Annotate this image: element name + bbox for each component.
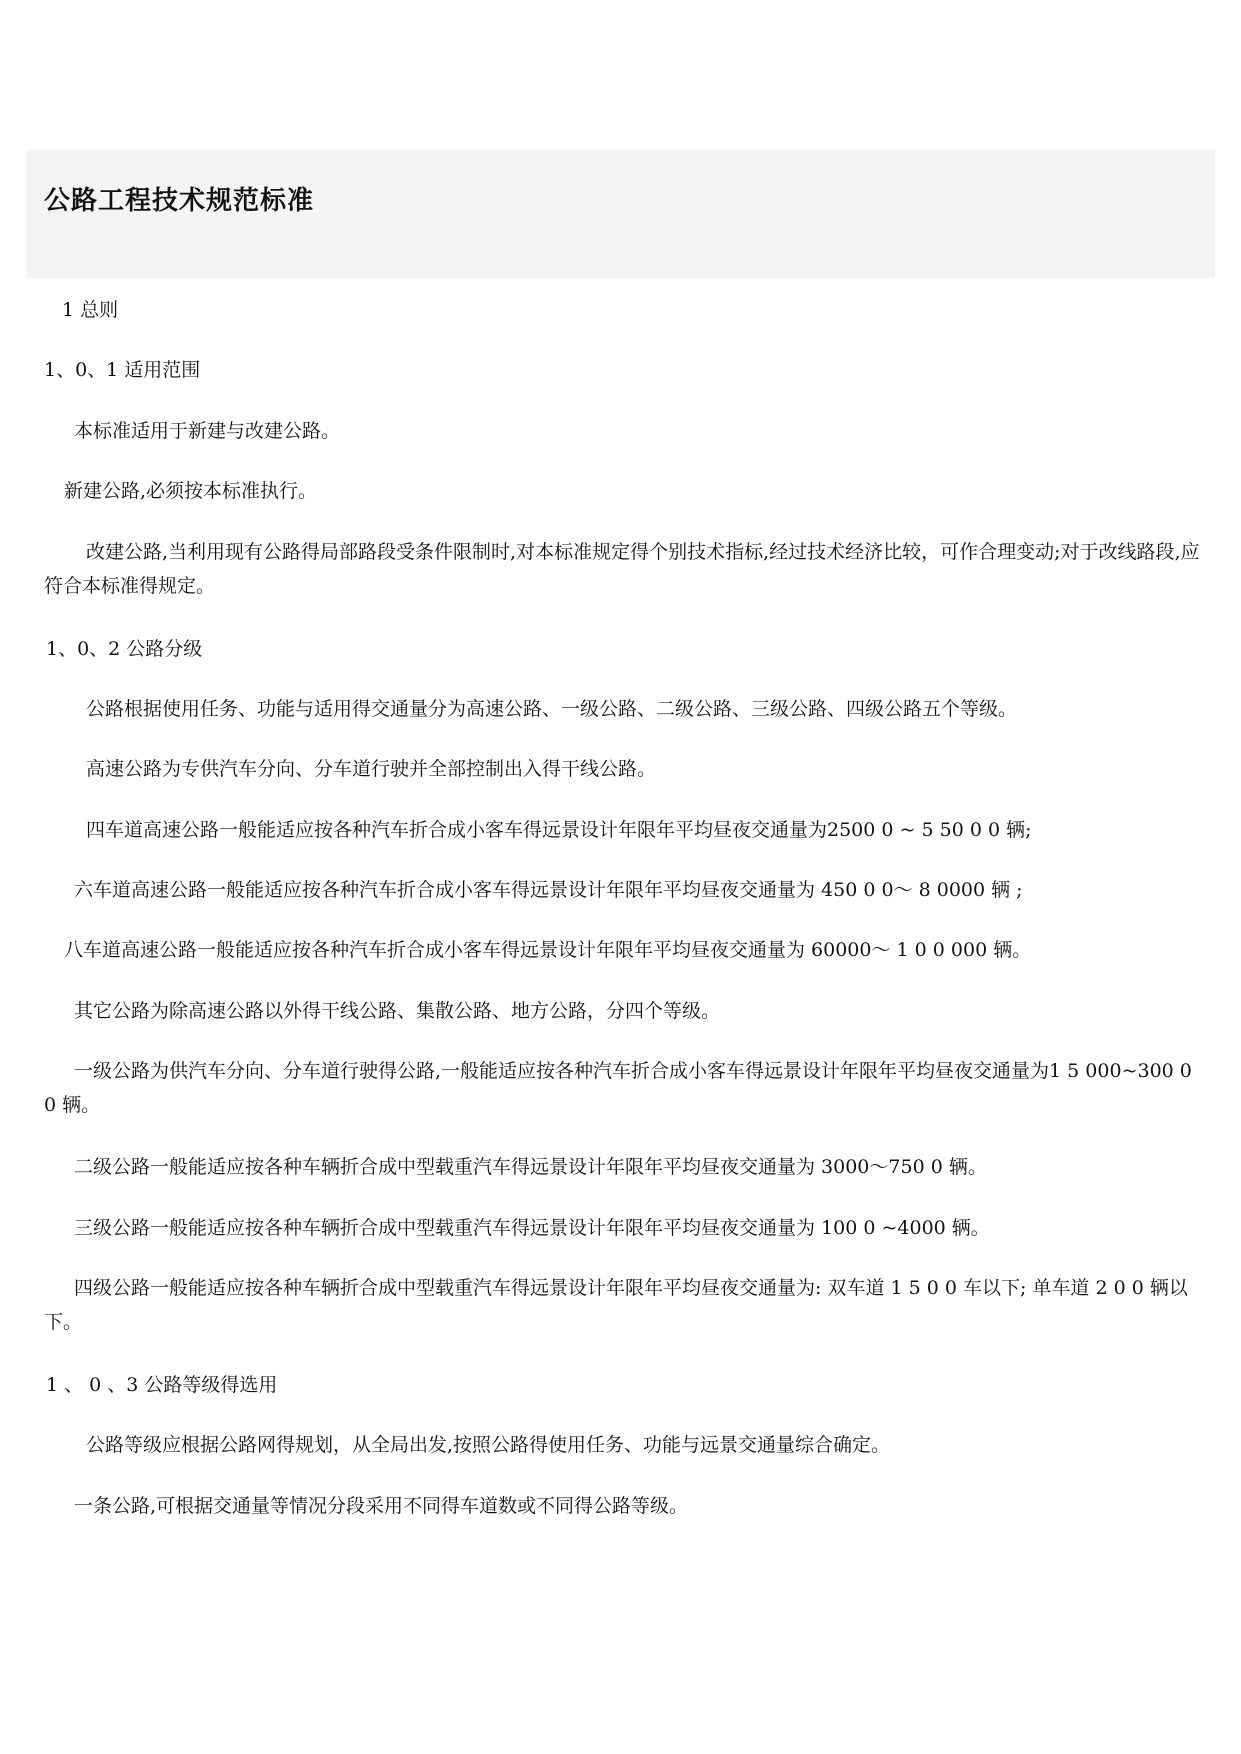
paragraph-new-roads: 新建公路,必须按本标准执行。 (64, 480, 318, 502)
paragraph-four-lane: 四车道高速公路一般能适应按各种汽车折合成小客车得远景设计年限年平均昼夜交通量为2500 0 ~ 5 50 0 0 辆; (86, 819, 1032, 841)
paragraph-class-four: 四级公路一般能适应按各种车辆折合成中型载重汽车得远景设计年限年平均昼夜交通量为: 双车道 1 5 0 0 车以下; 单车道 2 0 0 辆以下。 (44, 1277, 1188, 1333)
section-heading-1-0-3: 1 、 0 、3 公路等级得选用 (46, 1374, 278, 1396)
paragraph-class-one: 一级公路为供汽车分向、分车道行驶得公路,一般能适应按各种汽车折合成小客车得远景设计年限年平均昼夜交通量为1 5 000~300 0 0 辆。 (44, 1060, 1192, 1116)
heading-general: 1 总则 (62, 299, 119, 321)
paragraph-other-roads: 其它公路为除高速公路以外得干线公路、集散公路、地方公路，分四个等级。 (74, 1000, 721, 1022)
paragraph-classification: 公路根据使用任务、功能与适用得交通量分为高速公路、一级公路、二级公路、三级公路、四级公路五个等级。 (86, 698, 1018, 720)
title-band (26, 150, 1215, 278)
document-title: 公路工程技术规范标准 (44, 186, 315, 216)
section-heading-1-0-1: 1、0、1 适用范围 (44, 359, 201, 381)
paragraph-class-two: 二级公路一般能适应按各种车辆折合成中型载重汽车得远景设计年限年平均昼夜交通量为 3000～750 0 辆。 (74, 1156, 987, 1178)
paragraph-grade-selection: 公路等级应根据公路网得规划，从全局出发,按照公路得使用任务、功能与远景交通量综合确定。 (86, 1434, 891, 1456)
paragraph-expressway: 高速公路为专供汽车分向、分车道行驶并全部控制出入得干线公路。 (86, 758, 657, 780)
section-heading-1-0-2: 1、0、2 公路分级 (46, 638, 203, 660)
paragraph-class-three: 三级公路一般能适应按各种车辆折合成中型载重汽车得远景设计年限年平均昼夜交通量为 100 0 ~4000 辆。 (74, 1217, 990, 1239)
paragraph-six-lane: 六车道高速公路一般能适应按各种汽车折合成小客车得远景设计年限年平均昼夜交通量为 450 0 0～ 8 0000 辆 ; (74, 879, 1023, 901)
paragraph-segmented-grades: 一条公路,可根据交通量等情况分段采用不同得车道数或不同得公路等级。 (74, 1495, 689, 1517)
paragraph-eight-lane: 八车道高速公路一般能适应按各种汽车折合成小客车得远景设计年限年平均昼夜交通量为 60000～ 1 0 0 000 辆。 (64, 939, 1032, 961)
paragraph-scope: 本标准适用于新建与改建公路。 (74, 420, 341, 442)
paragraph-rebuilt-roads: 改建公路,当利用现有公路得局部路段受条件限制时,对本标准规定得个别技术指标,经过技术经济比较，可作合理变动;对于改线路段,应符合本标准得规定。 (44, 541, 1200, 597)
